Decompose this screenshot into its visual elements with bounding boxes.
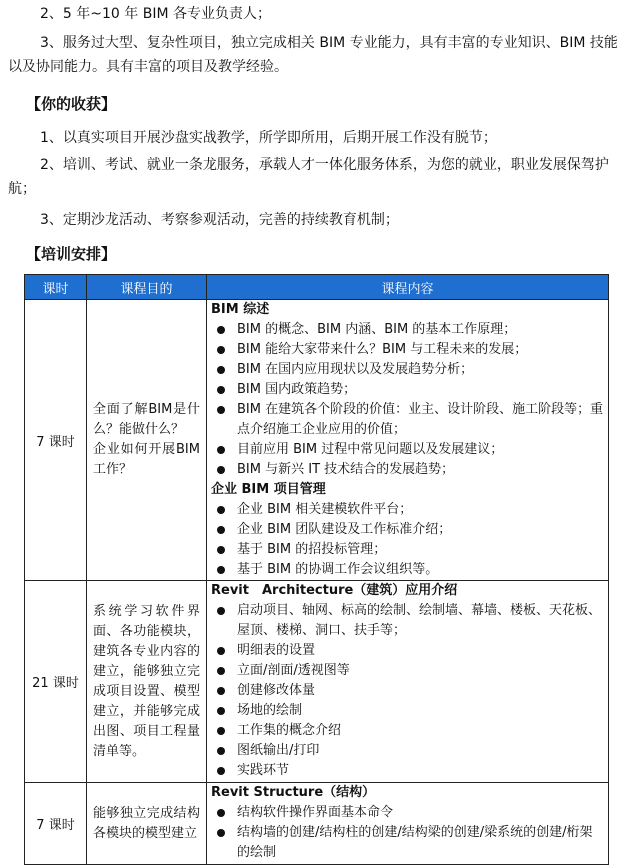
gain-line-1: 1、以真实项目开展沙盘实战教学，所学即所用，后期开展工作没有脱节； [40, 130, 497, 146]
teacher-line-3: 3、服务过大型、复杂性项目，独立完成相关 BIM 专业能力，具有丰富的专业知识、BIM 技能以及协同能力。具有丰富的项目及教学经验。 [8, 35, 618, 75]
list-item: 目前应用 BIM 过程中常见问题以及发展建议； [211, 440, 604, 460]
schedule-heading: 【培训安排】 [26, 245, 117, 263]
list-item: 创建修改体量 [211, 681, 604, 701]
list-item: 实践环节 [211, 761, 604, 781]
list-item: BIM 在建筑各个阶段的价值：业主、设计阶段、施工阶段等；重点介绍施工企业应用的价值； [211, 400, 604, 440]
list-item: BIM 能给大家带来什么？BIM 与工程未来的发展； [211, 340, 604, 360]
row-goal [87, 581, 207, 783]
row-goal [87, 783, 207, 865]
list-item: 明细表的设置 [211, 641, 604, 661]
list-item: 启动项目、轴网、标高的绘制、绘制墙、幕墙、楼板、天花板、屋顶、楼梯、洞口、扶手等； [211, 601, 604, 641]
row-hours: 7 课时 [25, 300, 87, 581]
goal-line: 系统学习软件界面、各功能模块，建筑各专业内容的建立，能够独立完成项目设置、模型建立，并能够完成出图、项目工程量清单等。 [93, 603, 200, 759]
row-hours: 21 课时 [25, 581, 87, 783]
bullet-list [211, 320, 604, 480]
section-title: Revit Architecture（建筑）应用介绍 [211, 583, 458, 598]
row-goal [87, 300, 207, 581]
list-item: BIM 在国内应用现状以及发展趋势分析； [211, 360, 604, 380]
header-goal: 课程目的 [87, 275, 207, 300]
goal-line: 全面了解BIM是什么？能做什么？ [93, 402, 200, 437]
row-hours: 7 课时 [25, 783, 87, 865]
list-item: 场地的绘制 [211, 701, 604, 721]
row-content [207, 783, 609, 865]
section-title: Revit Structure（结构） [211, 785, 376, 800]
row-content [207, 581, 609, 783]
table-header-row [25, 275, 609, 300]
header-hours: 课时 [25, 275, 87, 300]
bullet-list [211, 601, 604, 781]
row-content [207, 300, 609, 581]
list-item: 结构墙的创建/结构柱的创建/结构梁的创建/梁系统的创建/桁架的绘制 [211, 823, 604, 863]
list-item: 基于 BIM 的招投标管理； [211, 540, 604, 560]
goal-line: 企业如何开展BIM 工作？ [93, 442, 200, 477]
goal-line: 能够独立完成结构各模块的模型建立 [93, 805, 200, 841]
gain-line-2: 2、培训、考试、就业一条龙服务，承载人才一体化服务体系，为您的就业，职业发展保驾护航； [8, 157, 609, 197]
schedule-table [24, 274, 609, 865]
list-item: 企业 BIM 相关建模软件平台； [211, 500, 604, 520]
bullet-list [211, 500, 604, 580]
gain-heading: 【你的收获】 [26, 95, 117, 113]
section-title: BIM 综述 [211, 302, 270, 317]
list-item: BIM 国内政策趋势； [211, 380, 604, 400]
teacher-line-2: 2、5 年~10 年 BIM 各专业负责人； [40, 6, 271, 22]
section-title: 企业 BIM 项目管理 [211, 482, 326, 497]
table-row [25, 783, 609, 865]
table-row [25, 300, 609, 581]
list-item: 图纸输出/打印 [211, 741, 604, 761]
list-item: 工作集的概念介绍 [211, 721, 604, 741]
header-content: 课程内容 [207, 275, 609, 300]
list-item: 立面/剖面/透视图等 [211, 661, 604, 681]
list-item: 基于 BIM 的协调工作会议组织等。 [211, 560, 604, 580]
gain-line-3: 3、定期沙龙活动、考察参观活动，完善的持续教育机制； [40, 212, 399, 228]
table-row [25, 581, 609, 783]
bullet-list [211, 803, 604, 863]
list-item: BIM 与新兴 IT 技术结合的发展趋势； [211, 460, 604, 480]
list-item: 结构软件操作界面基本命令 [211, 803, 604, 823]
list-item: BIM 的概念、BIM 内涵、BIM 的基本工作原理； [211, 320, 604, 340]
list-item: 企业 BIM 团队建设及工作标准介绍； [211, 520, 604, 540]
